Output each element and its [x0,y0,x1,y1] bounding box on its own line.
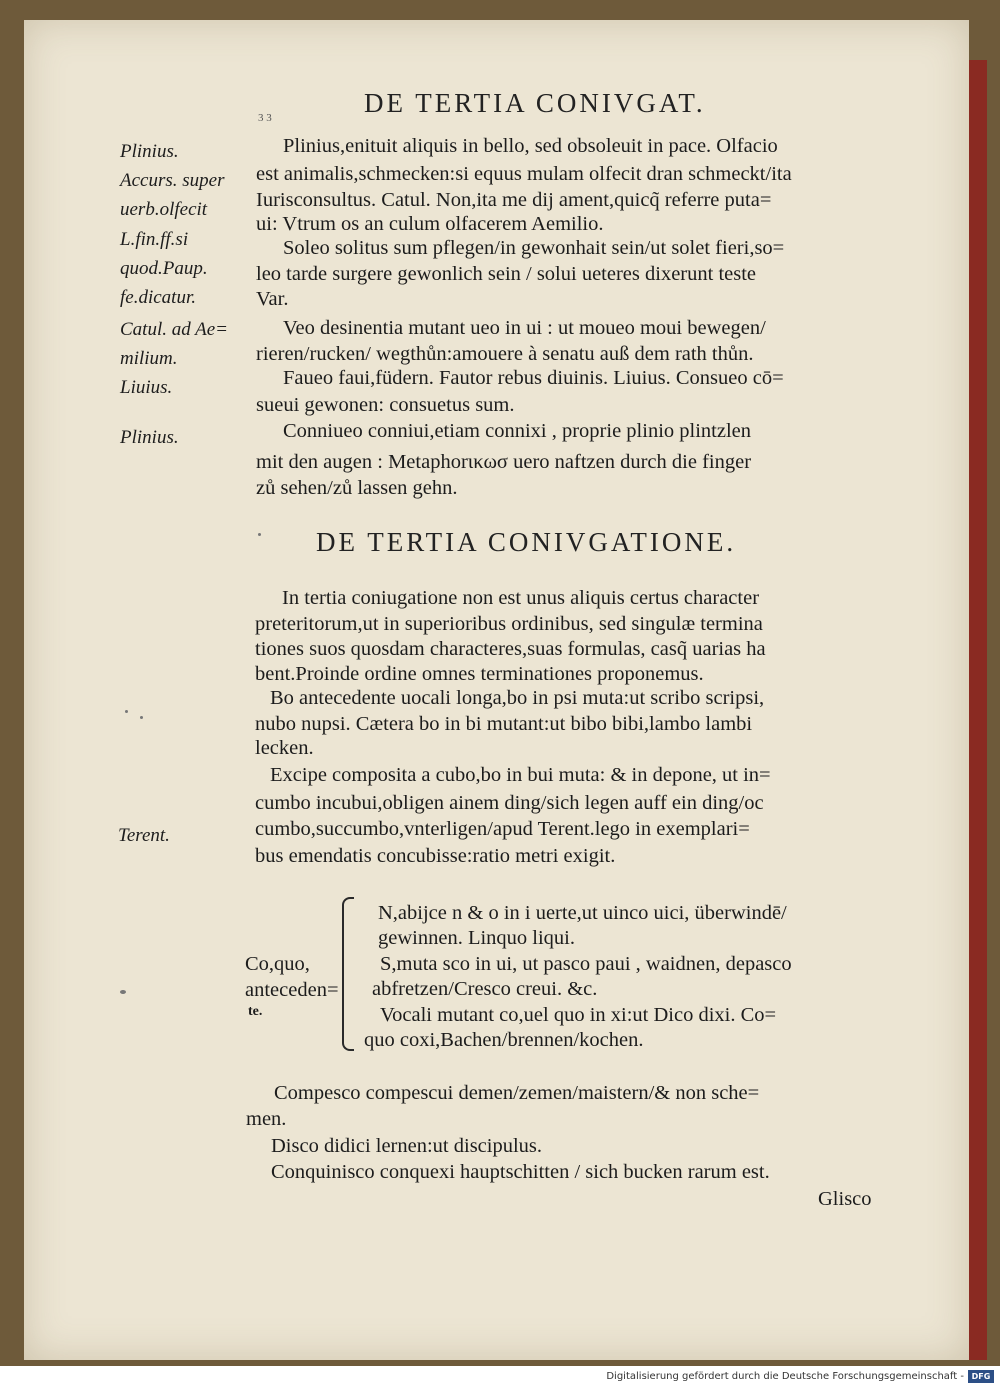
text-line: cumbo,succumbo,vnterligen/apud Terent.lego in exemplari= [255,818,750,840]
margin-note: Accurs. super [120,170,225,191]
text-line: Var. [256,288,289,310]
text-line: lecken. [255,737,314,759]
text-line: Plinius,enituit aliquis in bello, sed obsoleuit in pace. Olfacio [283,135,778,157]
text-line: Soleo solitus sum pflegen/in gewonhait sein/ut solet fieri,so= [283,237,785,259]
running-header: DE TERTIA CONIVGAT. [364,88,706,118]
brace-left-label: Co,quo, [245,953,310,975]
margin-note: Plinius. [120,427,179,448]
margin-note: uerb.olfecit [120,199,208,220]
brace-left-label: te. [248,1004,263,1019]
text-line: est animalis,schmecken:si equus mulam olfecit dran schmeckt/ita [256,163,792,185]
brace-item: Vocali mutant co,uel quo in xi:ut Dico dixi. Co= [380,1004,777,1026]
text-line: Disco didici lernen:ut discipulus. [271,1135,543,1157]
text-line: In tertia coniugatione non est unus aliquis certus character [282,587,760,609]
text-line: men. [246,1108,287,1130]
text-line: tiones suos quosdam characteres,suas formulas, casq̃ uarias ha [255,638,766,660]
dfg-logo: DFG [968,1370,994,1383]
text-line: rieren/rucken/ wegthůn:amouere à senatu auß dem rath thůn. [256,343,754,365]
ink-speck [258,533,261,536]
margin-note: L.fin.ff.si [120,229,189,250]
page-edge [969,60,987,1360]
text-line: preteritorum,ut in superioribus ordinibus, sed singulæ termina [255,613,763,635]
brace-bracket [342,897,354,1051]
margin-note: quod.Paup. [120,258,208,279]
ink-speck [140,716,143,719]
text-line: Faueo faui,füdern. Fautor rebus diuinis. Liuius. Consueo cō= [283,367,784,389]
folio: 3 3 [258,112,272,124]
section-heading: DE TERTIA CONIVGATIONE. [316,527,737,557]
brace-item: abfretzen/Cresco creui. &c. [372,978,598,1000]
text-line: Excipe composita a cubo,bo in bui muta: & in depone, ut in= [270,764,771,786]
footer-text: Digitalisierung gefördert durch die Deutsche Forschungsgemeinschaft - [606,1371,964,1382]
brace-item: N,abijce n & o in i uerte,ut uinco uici, überwindē/ [378,902,787,924]
ink-speck [125,710,128,713]
text-line: bent.Proinde ordine omnes terminationes proponemus. [255,663,704,685]
margin-note: Plinius. [120,141,179,162]
text-line: leo tarde surgere gewonlich sein / solui ueteres dixerunt teste [256,263,757,285]
text-line: Conniueo conniui,etiam connixi , proprie plinio plintzlen [283,420,751,442]
margin-note: Terent. [118,825,170,846]
brace-item: S,muta sco in ui, ut pasco paui , waidnen, depasco [380,953,792,975]
text-line: bus emendatis concubisse:ratio metri exigit. [255,845,616,867]
brace-item: gewinnen. Linquo liqui. [378,927,576,949]
digitization-footer [0,1366,1000,1389]
margin-note: Liuius. [120,377,173,398]
text-line: sueui gewonen: consuetus sum. [256,394,515,416]
text-line: Iurisconsultus. Catul. Non,ita me dij ament,quicq̃ referre puta= [256,189,772,211]
text-line: Conquinisco conquexi hauptschitten / sich bucken rarum est. [271,1161,770,1183]
margin-note: milium. [120,348,178,369]
text-line: Veo desinentia mutant ueo in ui : ut moueo moui bewegen/ [283,317,766,339]
text-line: cumbo incubui,obligen ainem ding/sich legen auff ein ding/oc [255,792,764,814]
brace-item: quo coxi,Bachen/brennen/kochen. [364,1029,644,1051]
margin-note: Catul. ad Ae= [120,319,228,340]
ink-speck [120,990,126,994]
text-line: nubo nupsi. Cætera bo in bi mutant:ut bibo bibi,lambo lambi [255,713,753,735]
catchword: Glisco [818,1188,872,1210]
text-line: Compesco compescui demen/zemen/maistern/& non sche= [274,1082,760,1104]
text-line: mit den augen : Metaphorικωσ uero naftzen durch die finger [256,451,752,473]
text-line: Bo antecedente uocali longa,bo in psi muta:ut scribo scripsi, [270,687,765,709]
margin-note: fe.dicatur. [120,287,196,308]
text-line: ui: Vtrum os an culum olfacerem Aemilio. [256,213,604,235]
brace-left-label: anteceden= [245,979,339,1001]
text-line: zů sehen/zů lassen gehn. [256,477,458,499]
